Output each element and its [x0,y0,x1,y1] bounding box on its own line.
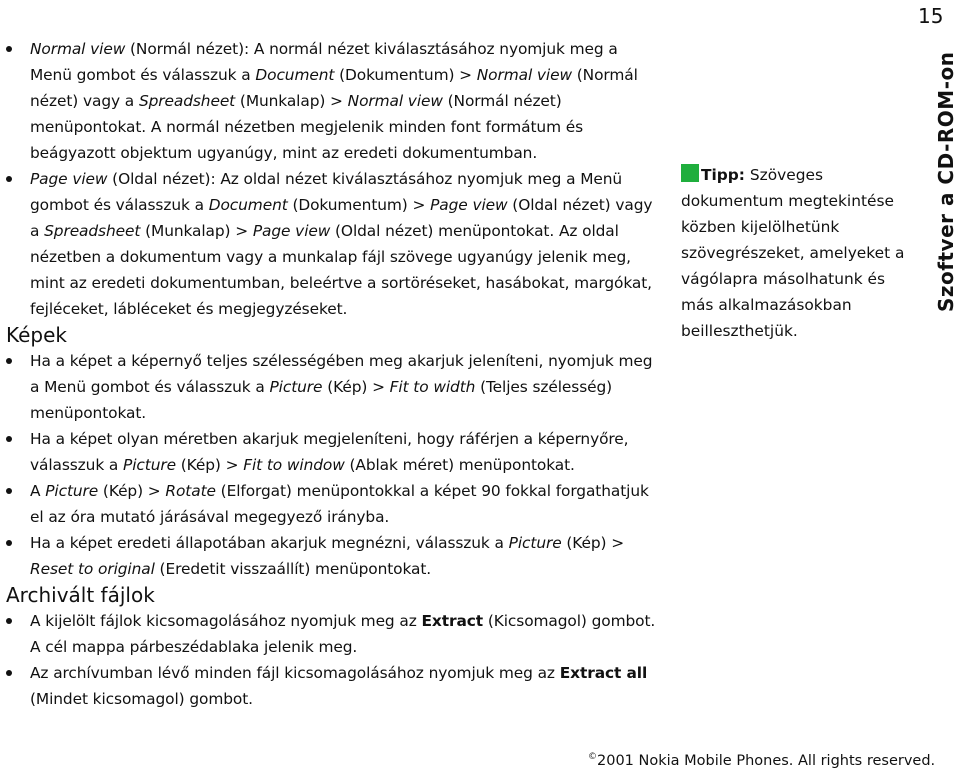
text-run: (Munkalap) > [235,92,348,110]
copyright-text: 2001 Nokia Mobile Phones. All rights reserved. [597,752,936,769]
italic-term: Reset to original [30,560,155,578]
italic-term: Fit to width [389,378,476,396]
text-run: A [30,482,46,500]
text-run: (Ablak méret) menüpontokat. [344,456,575,474]
text-run: (Munkalap) > [140,222,253,240]
text-run: (Elforgat) menüpontokkal a képet 90 fokkal forgathatjuk el az óra mutató járásával megegyező irányba. [30,482,649,526]
text-run: (Eredetit visszaállít) menüpontokat. [154,560,432,578]
italic-term: Document [255,66,335,84]
bold-term: Extract [421,612,484,630]
bold-term: Extract all [559,664,648,682]
italic-term: Normal view [30,40,126,58]
italic-term: Fit to window [243,456,345,474]
italic-term: Normal view [476,66,572,84]
italic-term: Spreadsheet [138,92,236,110]
list-item [6,426,662,478]
text-run: (Normál nézet): A normál nézet kiválasztásához nyomjuk meg a Menü gombot és válasszuk a [30,40,618,84]
text-run: (Oldal nézet): Az oldal nézet kiválasztásához nyomjuk meg a Menü gombot és válasszuk a [30,170,623,214]
text-run: (Kép) > [561,534,625,552]
text-run: Ha a képet eredeti állapotában akarjuk megnézni, válasszuk a [30,534,509,552]
archive-list [6,608,662,712]
italic-term: Picture [508,534,562,552]
heading-archive: Archivált fájlok [6,583,155,607]
heading-kepek: Képek [6,323,68,347]
text-run: Ha a képet a képernyő teljes szélességében meg akarjuk jeleníteni, nyomjuk meg a Menü gombot és válasszuk a [30,352,653,396]
text-run: (Dokumentum) > [287,196,431,214]
list-item [6,348,662,426]
side-section-title: Szoftver a CD-ROM-on [934,51,958,312]
italic-term: Page view [252,222,331,240]
text-run: (Mindet kicsomagol) gombot. [30,690,253,708]
text-run: (Kép) > [175,456,244,474]
copyright-footer [588,752,935,769]
text-run: (Normál nézet) menüpontokat. A normál nézetben megjelenik minden font formátum és beágyazott objektum ugyanúgy, mint az eredeti dokumentumban. [30,92,584,162]
text-run: (Oldal nézet) menüpontokat. Az oldal nézetben a dokumentum vagy a munkalap fájl szövege ugyanúgy jelenik meg, mint az eredeti dokumentumban, beleértve a sortöréseket, hasábokat, margókat, fejléceket, lábléceket és megjegyzéseket. [30,222,652,318]
page-number: 15 [918,4,944,28]
tip-marker-icon [681,164,699,182]
italic-term: Rotate [165,482,216,500]
kepek-list [6,348,662,582]
italic-term: Page view [30,170,108,188]
list-item [6,36,662,166]
text-run: (Kicsomagol) gombot. A cél mappa párbeszédablaka jelenik meg. [30,612,656,656]
list-item [6,608,662,660]
italic-term: Normal view [347,92,443,110]
list-item [6,166,662,322]
text-run: (Teljes szélesség) menüpontokat. [30,378,613,422]
text-run: Ha a képet olyan méretben akarjuk megjeleníteni, hogy ráférjen a képernyőre, válasszuk a [30,430,629,474]
italic-term: Document [208,196,288,214]
text-run: A kijelölt fájlok kicsomagolásához nyomjuk meg az [30,612,422,630]
view-mode-list [6,36,662,322]
text-run: Az archívumban lévő minden fájl kicsomagolásához nyomjuk meg az [30,664,560,682]
text-run: (Kép) > [98,482,166,500]
list-item [6,478,662,530]
text-run: (Normál nézet) vagy a [30,66,638,110]
list-item [6,660,662,712]
tip-text: Szöveges dokumentum megtekintése közben kijelölhetünk szövegrészeket, amelyeket a vágólapra másolhatunk és más alkalmazásokban beilleszthetjük. [681,166,905,340]
text-run: (Kép) > [322,378,390,396]
italic-term: Picture [123,456,176,474]
italic-term: Picture [45,482,99,500]
italic-term: Page view [430,196,508,214]
italic-term: Picture [269,378,323,396]
tip-label: Tipp: [701,166,745,184]
italic-term: Spreadsheet [44,222,141,240]
text-run: (Dokumentum) > [334,66,477,84]
text-run: (Oldal nézet) vagy a [30,196,653,240]
tip-box [681,162,921,344]
main-content [6,36,662,712]
copyright-symbol: © [588,752,597,762]
list-item [6,530,662,582]
